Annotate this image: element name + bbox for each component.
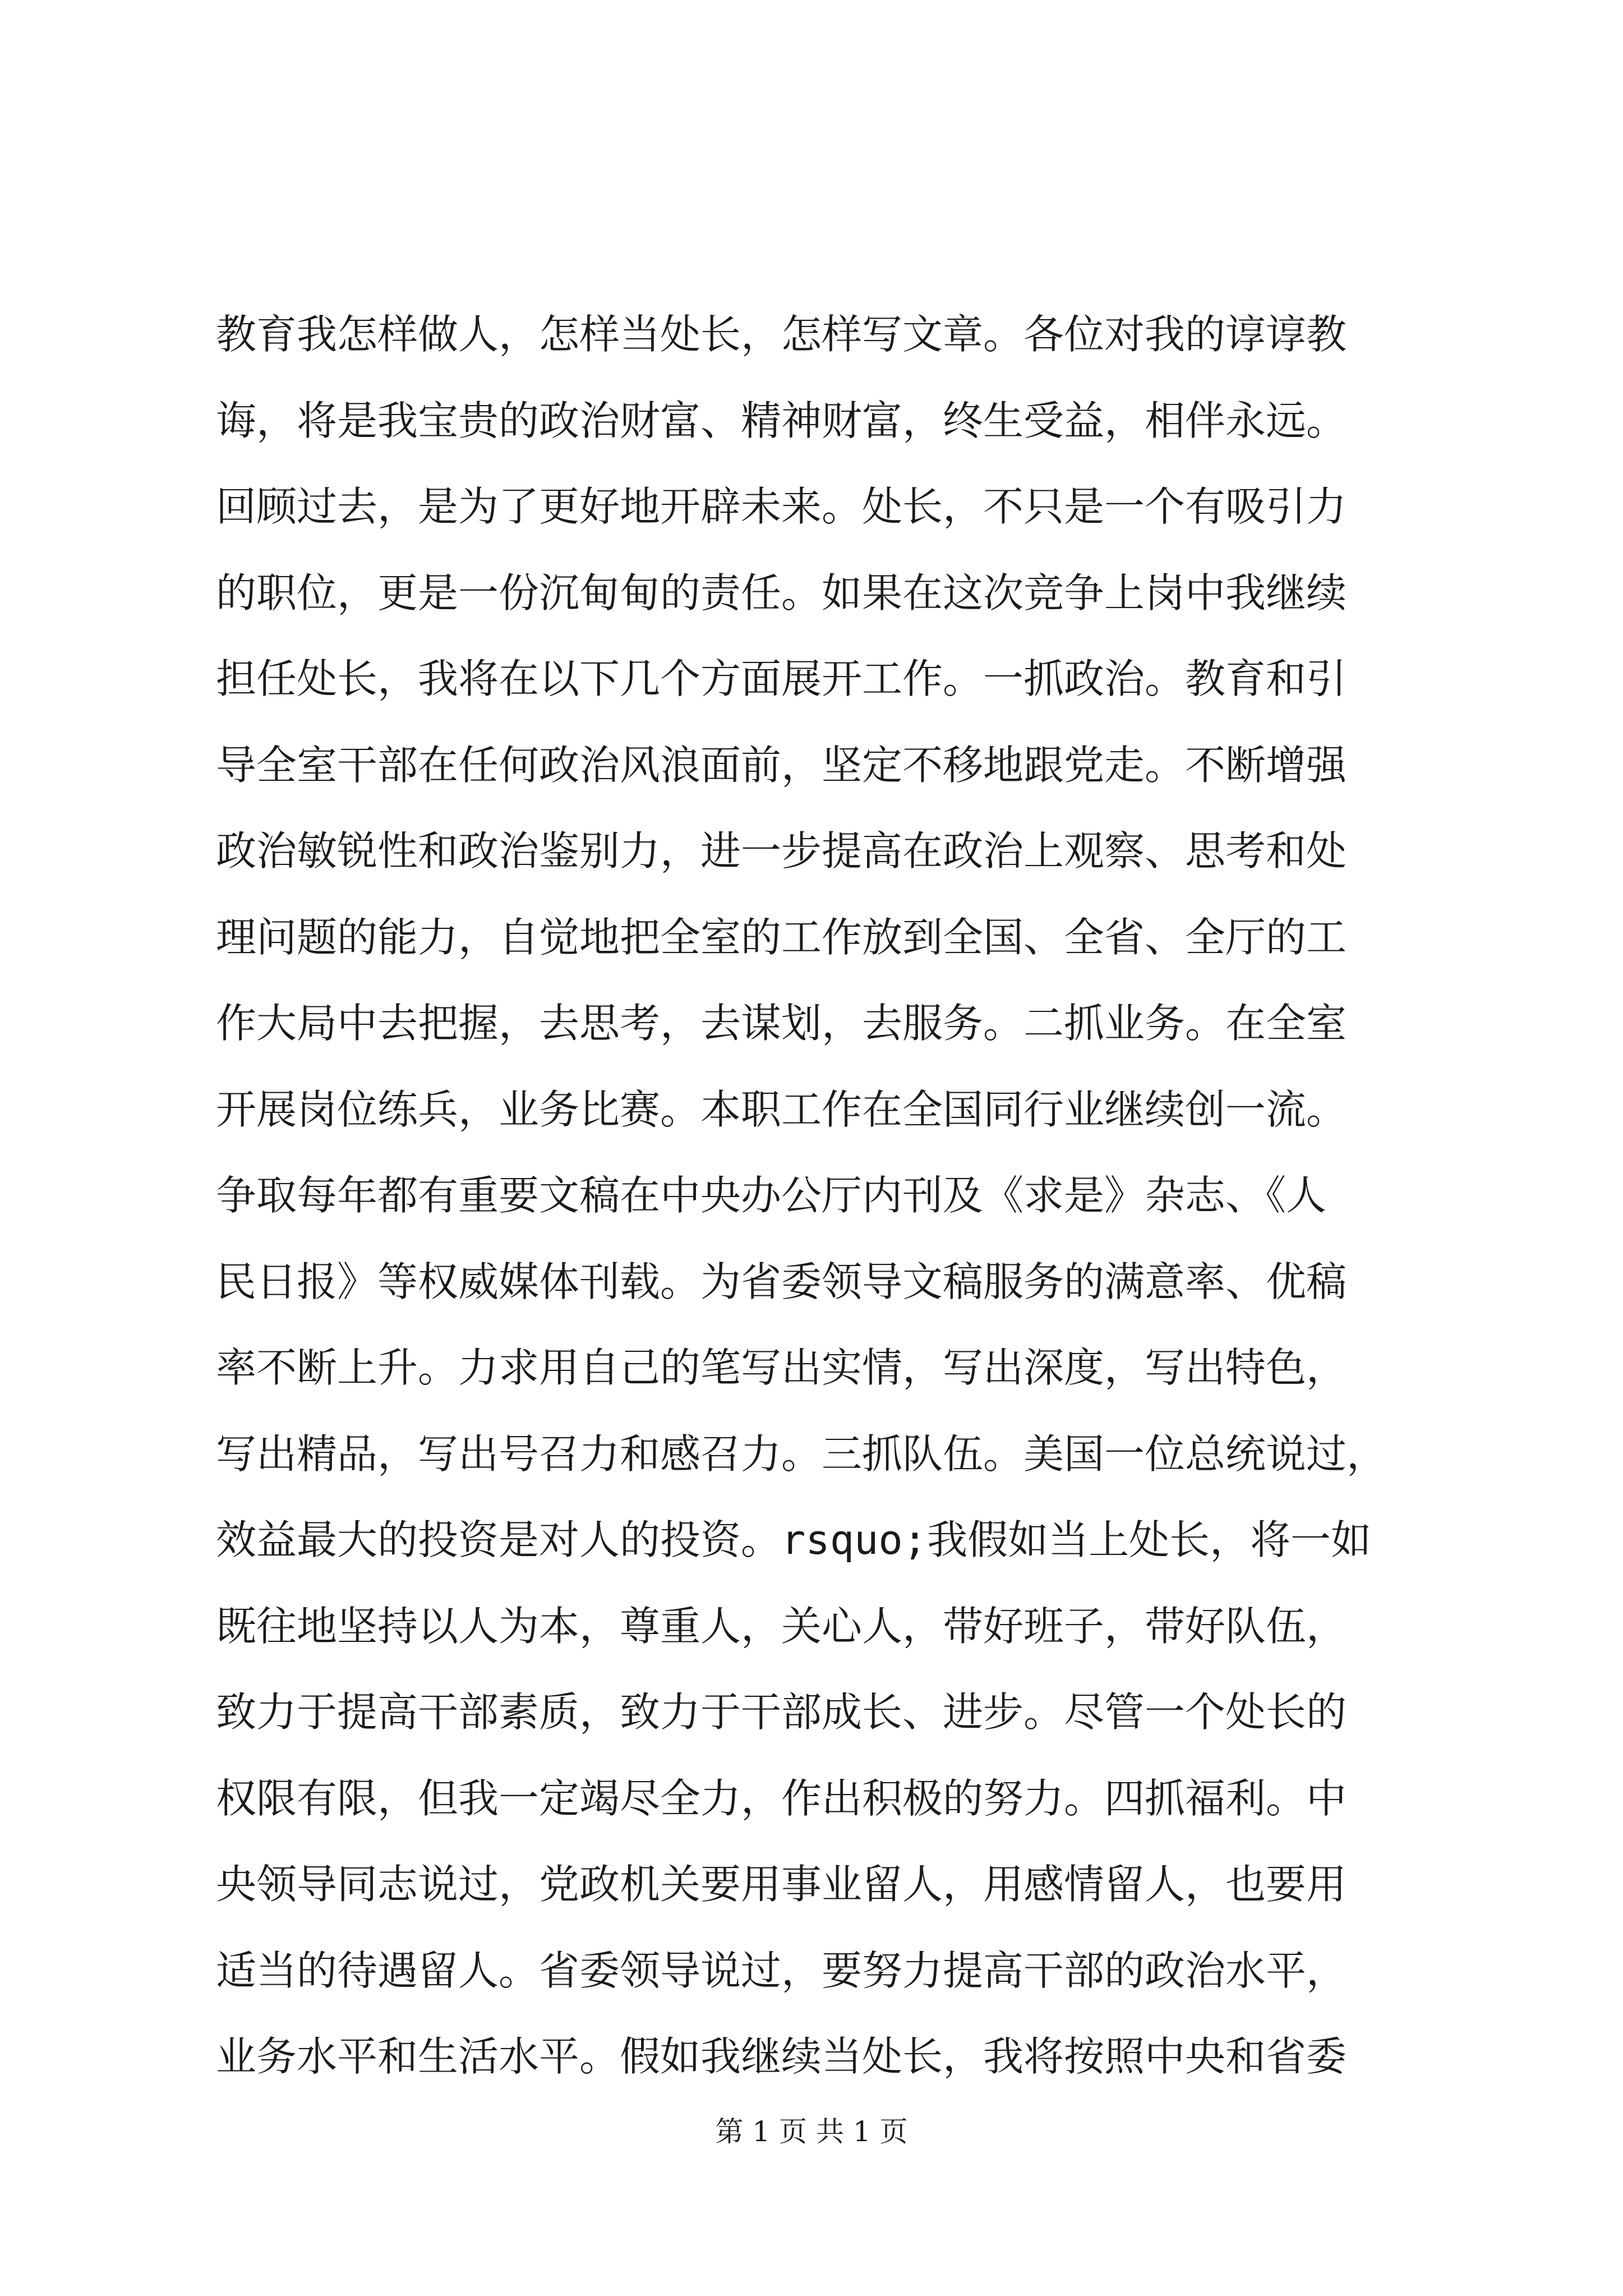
text-line: 效益最大的投资是对人的投资。rsquo;我假如当上处长，将一如 — [216, 1516, 1372, 1563]
text-line: 既往地坚持以人为本，尊重人，关心人，带好班子，带好队伍， — [216, 1602, 1347, 1650]
text-line: 导全室干部在任何政治风浪面前，坚定不移地跟党走。不断增强 — [216, 741, 1347, 789]
text-line: 致力于提高干部素质，致力于干部成长、进步。尽管一个处长的 — [216, 1688, 1347, 1736]
text-line: 权限有限，但我一定竭尽全力，作出积极的努力。四抓福利。中 — [216, 1774, 1347, 1822]
text-line: 民日报》等权威媒体刊载。为省委领导文稿服务的满意率、优稿 — [216, 1258, 1347, 1305]
text-line: 担任处长，我将在以下几个方面展开工作。一抓政治。教育和引 — [216, 655, 1347, 702]
text-line: 央领导同志说过，党政机关要用事业留人，用感情留人，也要用 — [216, 1861, 1347, 1908]
text-line: 业务水平和生活水平。假如我继续当处长，我将按照中央和省委 — [216, 2033, 1347, 2080]
body-text — [216, 292, 1410, 2100]
text-line: 开展岗位练兵，业务比赛。本职工作在全国同行业继续创一流。 — [216, 1085, 1347, 1133]
text-line: 争取每年都有重要文稿在中央办公厅内刊及《求是》杂志、《人 — [216, 1172, 1327, 1219]
text-line: 写出精品，写出号召力和感召力。三抓队伍。美国一位总统说过， — [216, 1430, 1387, 1478]
text-line: 诲，将是我宝贵的政治财富、精神财富，终生受益，相伴永远。 — [216, 397, 1347, 444]
text-line: 的职位，更是一份沉甸甸的责任。如果在这次竞争上岗中我继续 — [216, 569, 1347, 616]
text-line: 适当的待遇留人。省委领导说过，要努力提高干部的政治水平， — [216, 1947, 1347, 1994]
text-line: 理问题的能力，自觉地把全室的工作放到全国、全省、全厅的工 — [216, 913, 1347, 961]
text-line: 教育我怎样做人，怎样当处长，怎样写文章。各位对我的谆谆教 — [216, 311, 1347, 358]
text-line: 率不断上升。力求用自己的笔写出实情，写出深度，写出特色， — [216, 1344, 1347, 1391]
text-line: 回顾过去，是为了更好地开辟未来。处长，不只是一个有吸引力 — [216, 483, 1347, 530]
text-line: 政治敏锐性和政治鉴别力，进一步提高在政治上观察、思考和处 — [216, 827, 1347, 875]
page-number-footer: 第 1 页 共 1 页 — [715, 2115, 908, 2148]
text-line: 作大局中去把握，去思考，去谋划，去服务。二抓业务。在全室 — [216, 1000, 1347, 1047]
